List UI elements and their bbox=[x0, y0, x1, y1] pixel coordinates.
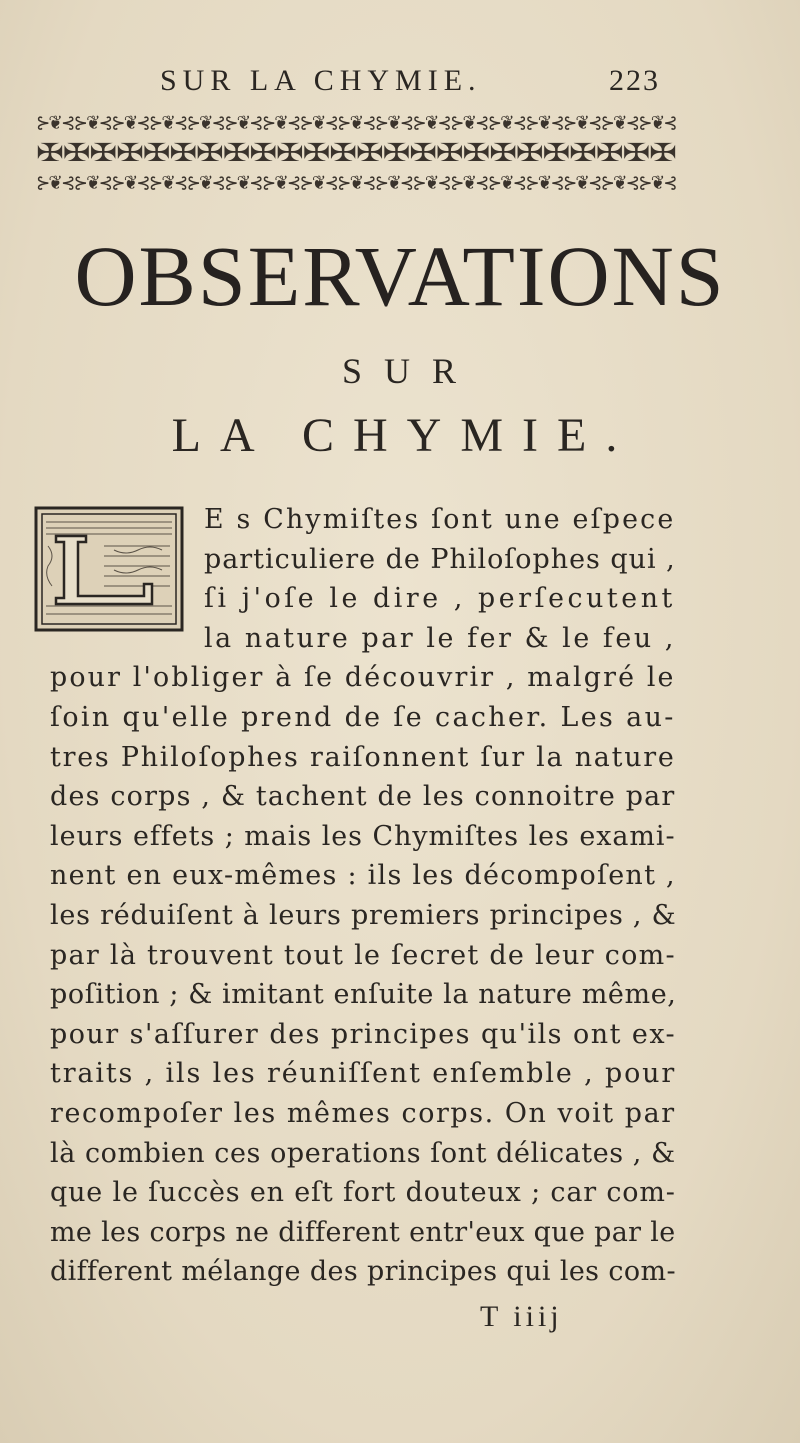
ornament-band-bottom: ⊱❦⊰⊱❦⊰⊱❦⊰⊱❦⊰⊱❦⊰⊱❦⊰⊱❦⊰⊱❦⊰⊱❦⊰⊱❦⊰⊱❦⊰⊱❦⊰⊱❦⊰⊱❦⊰⊱❦⊰⊱❦⊰⊱❦⊰ bbox=[36, 172, 676, 194]
text-line: par là trouvent tout le ſecret de leur com- bbox=[50, 939, 676, 971]
text-line: different mélange des principes qui les com- bbox=[50, 1256, 676, 1288]
text-line: tres Philoſophes raiſonnent ſur la nature bbox=[50, 741, 676, 773]
text-line: traits , ils les réuniſſent enſemble , pour bbox=[50, 1058, 677, 1090]
text-line: là combien ces operations ſont délicates , & bbox=[50, 1137, 676, 1169]
text-line: des corps , & tachent de les connoitre par bbox=[50, 781, 676, 813]
chapter-title-sur: SUR bbox=[341, 351, 479, 391]
page-number: 223 bbox=[609, 64, 660, 97]
ornament-band-top: ⊱❦⊰⊱❦⊰⊱❦⊰⊱❦⊰⊱❦⊰⊱❦⊰⊱❦⊰⊱❦⊰⊱❦⊰⊱❦⊰⊱❦⊰⊱❦⊰⊱❦⊰⊱❦⊰⊱❦⊰⊱❦⊰⊱❦⊰ bbox=[36, 112, 676, 134]
text-line: nent en eux-mêmes : ils les décompoſent , bbox=[50, 860, 676, 892]
signature-mark: T iiij bbox=[480, 1300, 563, 1333]
chapter-title: OBSERVATIONS bbox=[74, 228, 726, 324]
chapter-title-subject: LA CHYMIE. bbox=[171, 409, 637, 462]
text-line: pour l'obliger à ſe découvrir , malgré le bbox=[50, 662, 676, 694]
running-head-title: SUR LA CHYMIE. bbox=[160, 64, 482, 97]
text-line: la nature par le fer & le feu , bbox=[204, 622, 676, 654]
running-head bbox=[160, 64, 660, 104]
text-line: que le ſuccès en eſt fort douteux ; car com- bbox=[50, 1177, 676, 1209]
text-line: les réduiſent à leurs premiers principes , & bbox=[50, 900, 677, 931]
text-line: me les corps ne different entr'eux que par le bbox=[50, 1216, 676, 1248]
text-line: leurs effets ; mais les Chymiſtes les exami- bbox=[50, 820, 676, 852]
text-line: ſoin qu'elle prend de ſe cacher. Les au- bbox=[50, 702, 676, 733]
text-line: recompoſer les mêmes corps. On voit par bbox=[50, 1098, 676, 1129]
text-line: particuliere de Philoſophes qui , bbox=[204, 543, 676, 575]
decorated-initial-l-icon bbox=[34, 506, 184, 632]
text-line: pour s'aſſurer des principes qu'ils ont ex- bbox=[50, 1018, 677, 1050]
ornament-band-middle: ✠✠✠✠✠✠✠✠✠✠✠✠✠✠✠✠✠✠✠✠✠✠✠✠ bbox=[36, 138, 676, 167]
text-line: ſi j'oſe le dire , perſecutent bbox=[204, 583, 676, 615]
text-line: poſition ; & imitant enſuite la nature même, bbox=[50, 979, 677, 1011]
text-line: E s Chymiſtes ſont une eſpece bbox=[204, 504, 676, 535]
